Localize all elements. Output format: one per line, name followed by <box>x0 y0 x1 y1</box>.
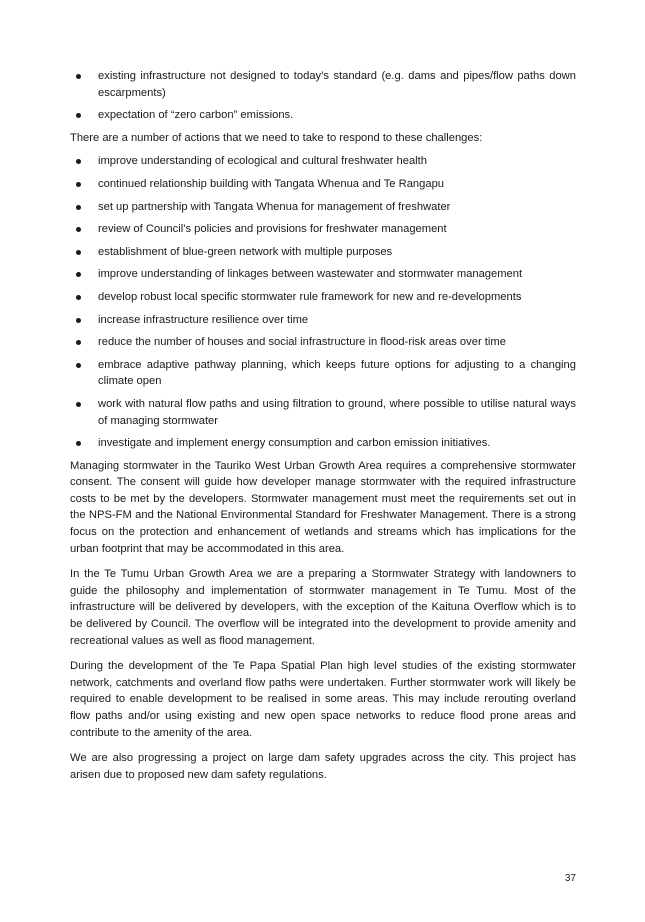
list-item <box>70 199 576 216</box>
bullet-icon <box>76 363 81 368</box>
bullet-icon <box>76 182 81 187</box>
list-item-text: work with natural flow paths and using filtration to ground, where possible to utilise natural ways of managing stormwater <box>98 397 576 427</box>
bullet-icon <box>76 227 81 232</box>
list-item-text: existing infrastructure not designed to today’s standard (e.g. dams and pipes/flow paths down escarpments) <box>98 70 576 99</box>
list-item <box>70 221 576 238</box>
list-item <box>70 396 576 429</box>
bullet-icon <box>76 113 81 118</box>
bullet-icon <box>76 250 81 255</box>
list-item-text: improve understanding of ecological and cultural freshwater health <box>98 155 427 168</box>
bullet-icon <box>76 318 81 323</box>
actions-list <box>70 153 576 451</box>
bullet-icon <box>76 205 81 210</box>
paragraph-te-tumu: In the Te Tumu Urban Growth Area we are a preparing a Stormwater Strategy with landowners to guide the philosophy and implementation of stormwater management in Te Tumu. Most of the infrastructure will be delivered by developers, with the exception of the Kaituna Overflow which is to be delivered by Council. The overflow will be integrated into the development to provide amenity and recreational values as well as flood management. <box>70 568 576 647</box>
list-item-text: improve understanding of linkages between wastewater and stormwater management <box>98 268 523 281</box>
list-item-text: expectation of “zero carbon” emissions. <box>98 109 294 122</box>
bullet-icon <box>76 159 81 164</box>
list-item <box>70 357 576 390</box>
list-item <box>70 244 576 261</box>
list-item-text: embrace adaptive pathway planning, which keeps future options for adjusting to a changing climate open <box>98 358 576 388</box>
list-item <box>70 153 576 170</box>
list-item-text: continued relationship building with Tangata Whenua and Te Rangapu <box>98 177 445 190</box>
actions-intro: There are a number of actions that we need to take to respond to these challenges: <box>70 131 483 144</box>
list-item <box>70 107 576 124</box>
bullet-icon <box>76 295 81 300</box>
bullet-icon <box>76 441 81 446</box>
list-item-text: establishment of blue-green network with multiple purposes <box>98 245 393 258</box>
paragraph-te-papa: During the development of the Te Papa Spatial Plan high level studies of the existing stormwater network, catchments and overland flow paths were undertaken. Further stormwater work will likely be required to enable development to be realised in some areas. This may include rerouting overland flow paths and/or using existing and new open space networks to reduce flood prone areas and contribute to the amenity of the area. <box>70 660 576 739</box>
paragraph-tauriko-west: Managing stormwater in the Tauriko West Urban Growth Area requires a comprehensive stormwater consent. The consent will guide how developer manage stormwater with the required infrastructure costs to be met by the developers. Stormwater management must meet the requirements set out in the NPS-FM and the National Environmental Standard for Freshwater Management. There is a strong focus on the protection and enhancement of wetlands and streams which has implications for the urban footprint that may be accommodated in this area. <box>70 459 576 555</box>
list-item-text: increase infrastructure resilience over time <box>98 313 309 326</box>
document-page <box>70 68 576 792</box>
list-item-text: review of Council’s policies and provisions for freshwater management <box>98 223 447 236</box>
list-item-text: investigate and implement energy consumption and carbon emission initiatives. <box>98 437 491 450</box>
list-item <box>70 334 576 351</box>
list-item <box>70 289 576 306</box>
bullet-icon <box>76 272 81 277</box>
challenges-list <box>70 68 576 124</box>
bullet-icon <box>76 402 81 407</box>
list-item <box>70 176 576 193</box>
list-item-text: set up partnership with Tangata Whenua for management of freshwater <box>98 200 451 213</box>
list-item <box>70 312 576 329</box>
bullet-icon <box>76 74 81 79</box>
list-item <box>70 435 576 452</box>
paragraph-dam-safety: We are also progressing a project on large dam safety upgrades across the city. This project has arisen due to proposed new dam safety regulations. <box>70 752 576 781</box>
page-number: 37 <box>564 873 576 884</box>
list-item <box>70 266 576 283</box>
list-item-text: reduce the number of houses and social infrastructure in flood-risk areas over time <box>98 336 506 349</box>
list-item-text: develop robust local specific stormwater rule framework for new and re-developments <box>98 290 522 303</box>
bullet-icon <box>76 340 81 345</box>
list-item <box>70 68 576 101</box>
